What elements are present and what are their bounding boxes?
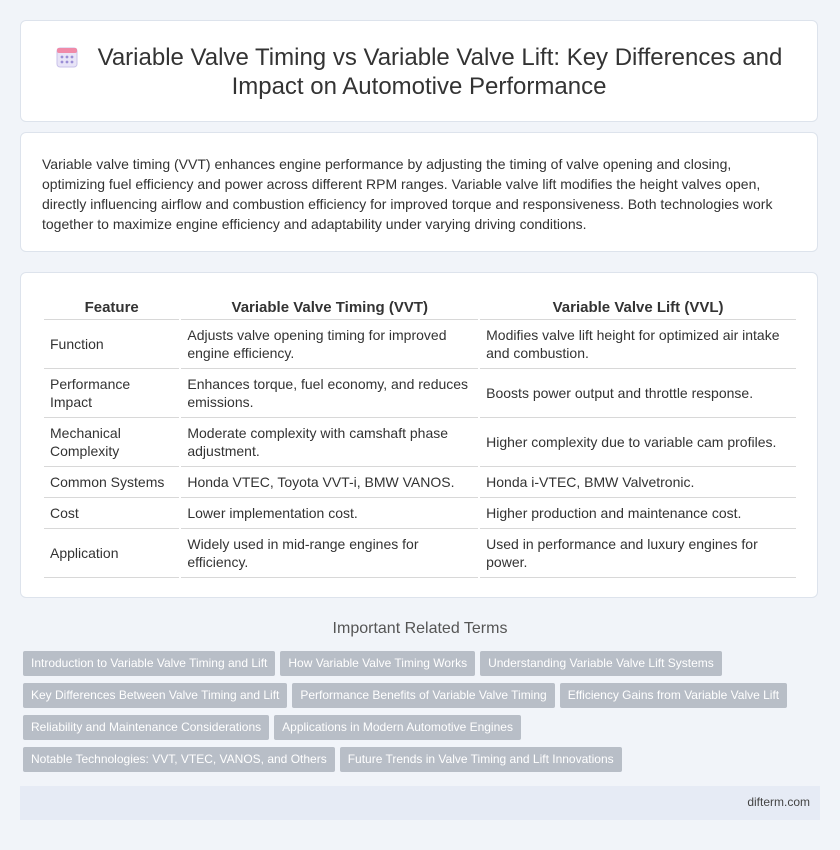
header-feature: Feature	[44, 295, 179, 320]
related-term-tag[interactable]: Future Trends in Valve Timing and Lift Innovations	[340, 747, 622, 772]
related-term-tag[interactable]: Reliability and Maintenance Considerations	[23, 715, 269, 740]
intro-card	[20, 132, 818, 252]
header-card	[20, 20, 818, 122]
comparison-table	[42, 295, 798, 578]
related-term-tag[interactable]: Notable Technologies: VVT, VTEC, VANOS, and Others	[23, 747, 335, 772]
table-header-row	[44, 295, 796, 320]
table-cell: Higher production and maintenance cost.	[480, 498, 796, 529]
table-row	[44, 369, 796, 418]
header-vvt: Variable Valve Timing (VVT)	[181, 295, 478, 320]
page-title-text: Variable Valve Timing vs Variable Valve Lift: Key Differences and Impact on Automotive Performance	[97, 44, 783, 100]
related-term-tag[interactable]: How Variable Valve Timing Works	[280, 651, 475, 676]
table-row	[44, 418, 796, 467]
footer-site-link[interactable]: difterm.com	[747, 795, 810, 809]
table-row	[44, 529, 796, 578]
related-term-tag[interactable]: Understanding Variable Valve Lift Systems	[480, 651, 722, 676]
table-cell: Lower implementation cost.	[181, 498, 478, 529]
related-terms-heading: Important Related Terms	[332, 620, 508, 637]
table-cell: Common Systems	[44, 467, 179, 498]
related-term-tag[interactable]: Key Differences Between Valve Timing and Lift	[23, 683, 287, 708]
related-term-tag[interactable]: Introduction to Variable Valve Timing and Lift	[23, 651, 275, 676]
related-term-tag[interactable]: Efficiency Gains from Variable Valve Lift	[560, 683, 787, 708]
table-cell: Modifies valve lift height for optimized air intake and combustion.	[480, 320, 796, 369]
footer	[20, 786, 820, 820]
table-cell: Cost	[44, 498, 179, 529]
comparison-card	[20, 272, 818, 598]
calendar-icon	[56, 46, 78, 68]
intro-paragraph: Variable valve timing (VVT) enhances engine performance by adjusting the timing of valve opening and closing, optimizing fuel efficiency and power across different RPM ranges. Variable valve lift modifies the height valves open, directly influencing airflow and combustion efficiency for improved torque and responsiveness. Both technologies work together to maximize engine efficiency and adaptability under varying driving conditions.	[42, 156, 773, 232]
table-cell: Honda i-VTEC, BMW Valvetronic.	[480, 467, 796, 498]
table-cell: Performance Impact	[44, 369, 179, 418]
table-cell: Moderate complexity with camshaft phase adjustment.	[181, 418, 478, 467]
table-cell: Boosts power output and throttle response.	[480, 369, 796, 418]
table-cell: Mechanical Complexity	[44, 418, 179, 467]
related-term-tag[interactable]: Applications in Modern Automotive Engines	[274, 715, 521, 740]
header-vvl: Variable Valve Lift (VVL)	[480, 295, 796, 320]
related-terms-list	[23, 651, 813, 779]
table-cell: Function	[44, 320, 179, 369]
table-cell: Used in performance and luxury engines for power.	[480, 529, 796, 578]
table-row	[44, 498, 796, 529]
table-cell: Widely used in mid-range engines for efficiency.	[181, 529, 478, 578]
table-cell: Application	[44, 529, 179, 578]
table-cell: Honda VTEC, Toyota VVT-i, BMW VANOS.	[181, 467, 478, 498]
table-cell: Adjusts valve opening timing for improved engine efficiency.	[181, 320, 478, 369]
table-cell: Higher complexity due to variable cam profiles.	[480, 418, 796, 467]
related-term-tag[interactable]: Performance Benefits of Variable Valve Timing	[292, 683, 554, 708]
table-cell: Enhances torque, fuel economy, and reduces emissions.	[181, 369, 478, 418]
table-row	[44, 467, 796, 498]
table-row	[44, 320, 796, 369]
page-title	[21, 43, 817, 101]
